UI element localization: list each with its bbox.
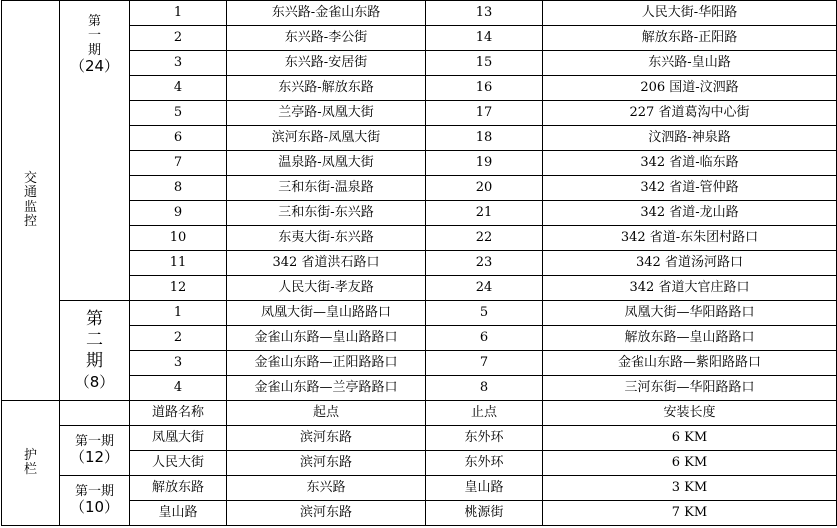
- location-cell: 东兴路-安居街: [227, 51, 426, 76]
- header-length: 安装长度: [543, 401, 837, 426]
- label-char: 栏: [23, 462, 37, 477]
- index-cell: 4: [130, 76, 227, 101]
- end-cell: 东外环: [426, 451, 543, 476]
- label-char: 一: [87, 28, 101, 44]
- start-cell: 滨河东路: [227, 426, 426, 451]
- table-row: [2, 301, 837, 326]
- index-cell: 2: [130, 26, 227, 51]
- location-cell: 342 省道汤河路口: [543, 251, 837, 276]
- header-start: 起点: [227, 401, 426, 426]
- index-cell: 5: [130, 101, 227, 126]
- index-cell: 3: [130, 351, 227, 376]
- index-cell: 5: [426, 301, 543, 326]
- index-cell: 1: [130, 301, 227, 326]
- location-cell: 金雀山东路—紫阳路路口: [543, 351, 837, 376]
- location-cell: 342 省道-东朱团村路口: [543, 226, 837, 251]
- index-cell: 9: [130, 201, 227, 226]
- index-cell: 10: [130, 226, 227, 251]
- start-cell: 东兴路: [227, 476, 426, 501]
- label-char: 监: [23, 199, 37, 215]
- phase-2-label: [60, 301, 130, 401]
- header-end: 止点: [426, 401, 543, 426]
- label-char: 第: [86, 308, 103, 329]
- guardrail-header-row: [2, 401, 837, 426]
- count-label: （10）: [69, 498, 120, 517]
- header-road-name: 道路名称: [130, 401, 227, 426]
- index-cell: 7: [426, 351, 543, 376]
- count-label: （12）: [69, 448, 120, 467]
- index-cell: 23: [426, 251, 543, 276]
- location-cell: 206 国道-汶泗路: [543, 76, 837, 101]
- index-cell: 21: [426, 201, 543, 226]
- index-cell: 15: [426, 51, 543, 76]
- length-cell: 7 KM: [543, 501, 837, 526]
- location-cell: 227 省道葛沟中心街: [543, 101, 837, 126]
- index-cell: 8: [426, 376, 543, 401]
- label-char: 交: [23, 170, 37, 186]
- count-label: （8）: [74, 372, 115, 391]
- location-cell: 凤凰大街—华阳路路口: [543, 301, 837, 326]
- location-cell: 342 省道-临东路: [543, 151, 837, 176]
- location-cell: 解放东路-正阳路: [543, 26, 837, 51]
- index-cell: 13: [426, 1, 543, 26]
- label-char: 期: [86, 350, 103, 371]
- location-cell: 342 省道-管仲路: [543, 176, 837, 201]
- label-char: 控: [23, 213, 37, 229]
- location-cell: 金雀山东路—兰亭路路口: [227, 376, 426, 401]
- road-name-cell: 皇山路: [130, 501, 227, 526]
- index-cell: 6: [426, 326, 543, 351]
- location-cell: 温泉路-凤凰大街: [227, 151, 426, 176]
- end-cell: 东外环: [426, 426, 543, 451]
- location-cell: 东夷大街-东兴路: [227, 226, 426, 251]
- location-cell: 东兴路-解放东路: [227, 76, 426, 101]
- label-char: 二: [86, 329, 103, 350]
- index-cell: 18: [426, 126, 543, 151]
- table-row: [2, 476, 837, 501]
- location-cell: 凤凰大街—皇山路路口: [227, 301, 426, 326]
- index-cell: 22: [426, 226, 543, 251]
- location-cell: 金雀山东路—皇山路路口: [227, 326, 426, 351]
- road-name-cell: 解放东路: [130, 476, 227, 501]
- index-cell: 2: [130, 326, 227, 351]
- label-char: 护: [23, 447, 37, 463]
- phase-label: 第一期: [74, 484, 114, 500]
- location-cell: 东兴路-金雀山东路: [227, 1, 426, 26]
- location-cell: 滨河东路-凤凰大街: [227, 126, 426, 151]
- location-cell: 汶泗路-神泉路: [543, 126, 837, 151]
- location-cell: 人民大街-孝友路: [227, 276, 426, 301]
- index-cell: 14: [426, 26, 543, 51]
- start-cell: 滨河东路: [227, 501, 426, 526]
- table-row: [2, 426, 837, 451]
- location-cell: 金雀山东路—正阳路路口: [227, 351, 426, 376]
- group1-label: [60, 426, 130, 476]
- group2-label: [60, 476, 130, 526]
- length-cell: 3 KM: [543, 476, 837, 501]
- location-cell: 兰亭路-凤凰大街: [227, 101, 426, 126]
- label-char: 第: [87, 14, 101, 29]
- index-cell: 19: [426, 151, 543, 176]
- count-label: （24）: [69, 56, 120, 75]
- location-cell: 342 省道大官庄路口: [543, 276, 837, 301]
- location-cell: 人民大街-华阳路: [543, 1, 837, 26]
- end-cell: 桃源街: [426, 501, 543, 526]
- category-guardrail: [2, 401, 60, 526]
- index-cell: 4: [130, 376, 227, 401]
- location-cell: 解放东路—皇山路路口: [543, 326, 837, 351]
- index-cell: 1: [130, 1, 227, 26]
- road-name-cell: 凤凰大街: [130, 426, 227, 451]
- location-cell: 三河东街—华阳路路口: [543, 376, 837, 401]
- index-cell: 16: [426, 76, 543, 101]
- location-cell: 342 省道-龙山路: [543, 201, 837, 226]
- location-cell: 东兴路-李公街: [227, 26, 426, 51]
- header-blank: [60, 401, 130, 426]
- phase-1-label: [60, 1, 130, 301]
- location-cell: 三和东街-温泉路: [227, 176, 426, 201]
- index-cell: 7: [130, 151, 227, 176]
- table-row: [2, 1, 837, 26]
- length-cell: 6 KM: [543, 426, 837, 451]
- end-cell: 皇山路: [426, 476, 543, 501]
- index-cell: 24: [426, 276, 543, 301]
- index-cell: 8: [130, 176, 227, 201]
- index-cell: 3: [130, 51, 227, 76]
- category-traffic-monitoring: [2, 1, 60, 401]
- index-cell: 6: [130, 126, 227, 151]
- index-cell: 20: [426, 176, 543, 201]
- location-cell: 342 省道洪石路口: [227, 251, 426, 276]
- length-cell: 6 KM: [543, 451, 837, 476]
- index-cell: 17: [426, 101, 543, 126]
- start-cell: 滨河东路: [227, 451, 426, 476]
- location-cell: 东兴路-皇山路: [543, 51, 837, 76]
- label-char: 通: [23, 185, 37, 201]
- monitoring-table: [1, 0, 837, 526]
- road-name-cell: 人民大街: [130, 451, 227, 476]
- phase-label: 第一期: [74, 434, 114, 450]
- index-cell: 11: [130, 251, 227, 276]
- location-cell: 三和东街-东兴路: [227, 201, 426, 226]
- index-cell: 12: [130, 276, 227, 301]
- label-char: 期: [87, 42, 101, 58]
